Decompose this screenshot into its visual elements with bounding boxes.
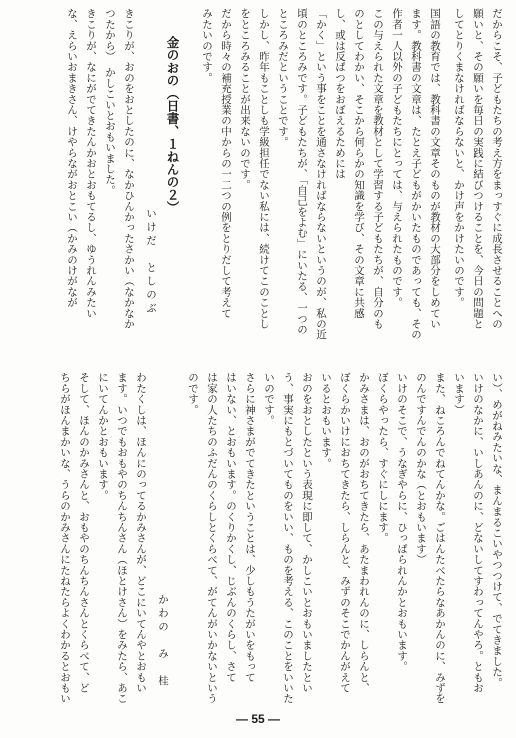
student-writing-line: わたくしは、ほんにのってるかみさんが、どこにいてんやとおもい bbox=[135, 372, 147, 693]
page-number: — 55 — bbox=[235, 712, 280, 726]
section-title: 金のおの（日書、１ねんの２） bbox=[165, 36, 180, 214]
text-column: い）、めがねみたいな、まんまるこいやつつけて、でてきました。 bbox=[491, 372, 503, 688]
top-text-block bbox=[14, 8, 502, 353]
text-column: う、事実にもとづいてものをいい、ものを考える、このことをいいた bbox=[282, 372, 294, 704]
text-column: ぼくらやったら、すぐにしにます。 bbox=[377, 372, 389, 544]
text-column: ぼくらかいけにおちてきたら、しらんと、みずのそこでかんがえて bbox=[339, 372, 351, 693]
text-column: し、或は反ぱつをおぼえるためには bbox=[334, 8, 346, 180]
student-writing-line: ちらがほんまかいな、うらのかみさんにたねたらよくわかるとおもい bbox=[59, 372, 71, 704]
text-column: だからこそ、子どもたちの考え方をまっすぐに成長させることへの bbox=[491, 8, 503, 329]
text-column: 願いと、その願いを毎日の実践に結びつけることを、今日の問題と bbox=[472, 8, 484, 329]
text-column: だから時々の補充授業の中からの一二つの例をとりだして考えて bbox=[220, 8, 232, 319]
text-column: 作者一人以外の子どもたちにとっては、与えられたものです。 bbox=[391, 8, 403, 308]
text-column: この与えられた文章を教材として学習する子どもたちが、自分のも bbox=[372, 8, 384, 329]
text-column: みたいのです。 bbox=[201, 8, 213, 83]
author-name: いけだ としのぶ bbox=[145, 208, 157, 316]
text-column: のんですんでんのかな（とおもいます） bbox=[415, 372, 427, 565]
student-writing-line: そして、ほんのかみさんと、おもやのちんちんさんとくらべて、ど bbox=[78, 372, 90, 693]
student-writing-line: にいてんかとおもいます。 bbox=[97, 372, 109, 501]
student-writing-line: つたから） かしこいとおもいました。 bbox=[104, 8, 116, 196]
text-column: かみさまは、おのがおちてきたら、あたまわれんのに、しらんと、 bbox=[358, 372, 370, 693]
text-column: のとしてわかい、そこから何らかの知識を学び、その文章に共感 bbox=[353, 8, 365, 319]
text-column: 国語の教育では、教科書の文章そのものが教材の大部分をしめてい bbox=[429, 8, 441, 329]
student-writing-line: な、えらいおまきさん、けやらながおとこい（かみのけがなが bbox=[66, 8, 78, 308]
text-column: いけのそこで、うなぎやらに、ひっぱられんかとおもいます。 bbox=[396, 372, 408, 672]
text-column: 「かく」という事をことを通さなければならないというのが、私の近 bbox=[315, 8, 327, 340]
text-column: さらに神さまがでてきたということは、少しもうたがいをもって bbox=[244, 372, 256, 683]
text-column: はいない、とおもいます。のくりかくし、じぶんのくらし、さて bbox=[225, 372, 237, 683]
text-column: 頃のところみです。子どもたちが、「自己をよむ」にいたる、一つの bbox=[296, 8, 308, 335]
text-column: おのをおとしたという表現に即して、かしこいとおもいましたとい bbox=[301, 372, 313, 693]
text-column: いけのなかに、いしあんのに、どないしてすわってんやろ。ともお bbox=[472, 372, 484, 693]
student-writing-line: ます。いつでもおもやのちんちんさん（ほとけさん）をみたら、あこ bbox=[116, 372, 128, 704]
text-column: います） bbox=[453, 372, 465, 415]
student-writing-line: きこりが、なにがでてきたんかおとおもてるし、ゆうれんみたい bbox=[85, 8, 97, 319]
text-column: をところみることが出来ないのです。 bbox=[239, 8, 251, 190]
text-column: いのです。 bbox=[263, 372, 275, 426]
text-column: いるとおもいます。 bbox=[320, 372, 332, 469]
student-writing-line: きこりが、おのをおとしたのに、なかひんかったさかい（なかなか bbox=[123, 8, 135, 329]
author-name: かわの み 桂 bbox=[157, 594, 169, 689]
text-column: しかし、昨年もことしも学級担任でない私には、続けてこのことし bbox=[258, 8, 270, 329]
text-column: また、ねころんでねてんかな。ごはんたべたらなあかんのに、みずを bbox=[434, 372, 446, 704]
text-column: ところみだということです。 bbox=[277, 8, 289, 148]
text-column: のです。 bbox=[187, 372, 199, 415]
text-column: ます。教科書の文章は、たとえ子どもがかいたものであっても、その bbox=[410, 8, 422, 340]
text-column: は家の人たちのふだんのくらしとくらべて、がてんがいかないという bbox=[206, 372, 218, 704]
text-column: してとりくまなければならないと、かけ声をかけたいのです。 bbox=[453, 8, 465, 308]
bottom-text-block bbox=[14, 372, 502, 702]
